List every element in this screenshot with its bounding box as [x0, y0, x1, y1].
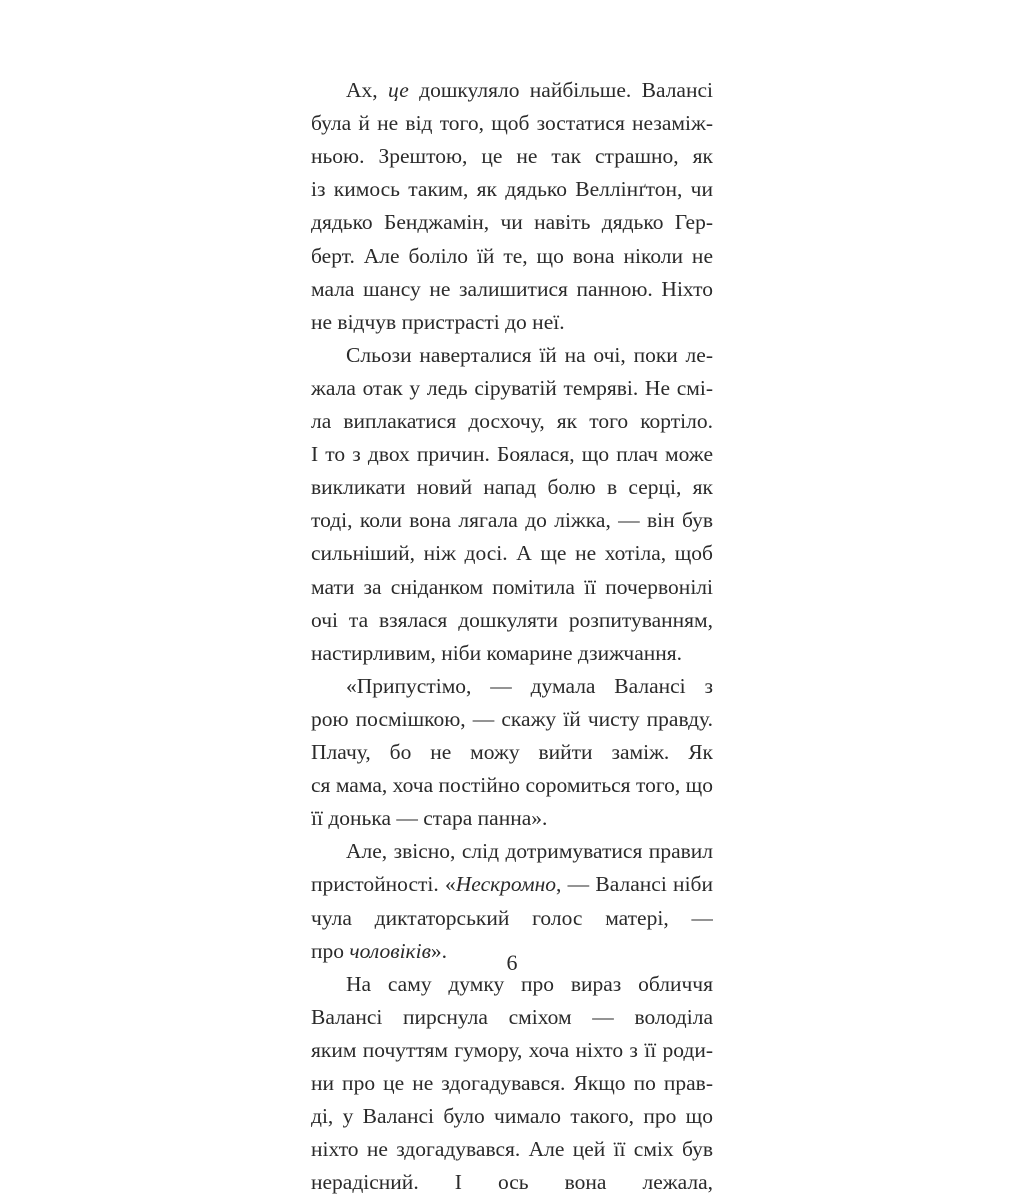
text-line	[311, 405, 713, 438]
page-number: 6	[506, 950, 518, 975]
text-line	[311, 902, 713, 935]
text-run: викликати новий напад болю в серці, як	[311, 475, 713, 500]
text-run: не відчув пристрасті до неї.	[311, 309, 565, 334]
text-line	[311, 537, 713, 570]
text-line	[311, 206, 713, 239]
text-run: із кимось таким, як дядько Веллінґтон, чи	[311, 177, 713, 202]
text-line	[311, 769, 713, 802]
text-run: ла виплакатися досхочу, як того кортіло.	[311, 409, 713, 433]
text-line	[311, 306, 713, 339]
italic-text: чоловіків	[349, 938, 431, 963]
text-run: мала шансу не залишитися панною. Ніхто	[311, 276, 713, 301]
text-run: її донька — стара панна».	[311, 806, 548, 831]
text-line	[311, 1034, 713, 1067]
text-line	[311, 637, 713, 670]
text-run: ».	[430, 938, 448, 963]
text-line	[311, 571, 713, 604]
text-line	[346, 835, 713, 868]
text-line	[346, 339, 713, 372]
text-run: настирливим, ніби комарине дзижчання.	[311, 640, 683, 665]
text-line	[311, 240, 713, 273]
text-run: ді, у Валансі було чимало такого, про що	[311, 1104, 713, 1129]
text-run: чула диктаторський голос матері, —	[311, 905, 713, 930]
text-line	[311, 140, 713, 173]
text-line	[311, 273, 713, 306]
text-line	[311, 504, 713, 537]
text-line	[311, 802, 713, 835]
text-run: яким почуттям гумору, хоча ніхто з її роди-	[311, 1037, 713, 1062]
text-line	[311, 1001, 713, 1034]
text-run: Ах,	[346, 78, 388, 102]
text-line	[311, 173, 713, 206]
italic-text: це	[388, 78, 409, 102]
italic-text: Нескромно	[455, 872, 556, 897]
text-run: рою посмішкою, — скажу їй чисту правду.	[311, 706, 713, 731]
text-run: Сльози наверталися їй на очі, поки ле-	[346, 342, 713, 367]
text-run: сильніший, ніж досі. А ще не хотіла, щоб	[311, 541, 713, 566]
text-line	[311, 438, 713, 471]
text-line	[311, 736, 713, 769]
text-line	[311, 1100, 713, 1133]
text-run: На саму думку про вираз обличчя	[346, 971, 713, 996]
text-run: ни про це не здогадувався. Якщо по прав-	[311, 1071, 713, 1095]
text-run: Валансі пирснула сміхом — володіла	[311, 1004, 713, 1029]
text-line	[311, 604, 713, 637]
text-run: нерадісний. І ось вона лежала,	[311, 1170, 713, 1195]
text-line	[311, 372, 713, 405]
text-line	[311, 471, 713, 504]
text-line	[311, 1166, 713, 1199]
text-line	[311, 1133, 713, 1166]
text-run: Плачу, бо не можу вийти заміж. Як	[311, 740, 713, 764]
text-run: пристойності. «	[311, 872, 456, 897]
text-run: тоді, коли вона лягала до ліжка, — він був	[311, 508, 713, 533]
text-line	[346, 670, 713, 703]
text-run: була й не від того, щоб зостатися незаміж-	[311, 111, 713, 136]
text-run: «Припустімо, — думала Валансі з	[346, 673, 713, 698]
text-run: берт. Але боліло їй те, що вона ніколи не	[311, 243, 713, 268]
text-run: Але, звісно, слід дотримуватися правил	[346, 839, 713, 864]
text-run: жала отак у ледь сіруватій темряві. Не смі-	[311, 375, 713, 400]
text-run: дядько Бенджамін, чи навіть дядько Гер-	[311, 210, 713, 235]
text-line	[311, 107, 713, 140]
text-line	[311, 703, 713, 736]
text-line	[311, 1067, 713, 1100]
text-run: про	[311, 938, 350, 963]
text-run: І то з двох причин. Боялася, що плач може	[311, 442, 713, 467]
text-run: ньою. Зрештою, це не так страшно, як	[311, 144, 713, 169]
text-run: дошкуляло найбільше. Валансі	[408, 78, 713, 102]
text-run: ніхто не здогадувався. Але цей її сміх був	[311, 1137, 713, 1162]
text-line	[311, 868, 713, 901]
text-run: , — Валансі ніби	[556, 872, 713, 897]
text-run: ся мама, хоча постійно соромиться того, що	[311, 773, 713, 798]
text-run: очі та взялася дошкуляти розпитуванням,	[311, 607, 713, 632]
text-line	[346, 74, 713, 107]
text-run: мати за сніданком помітила її почервонілі	[311, 574, 713, 599]
